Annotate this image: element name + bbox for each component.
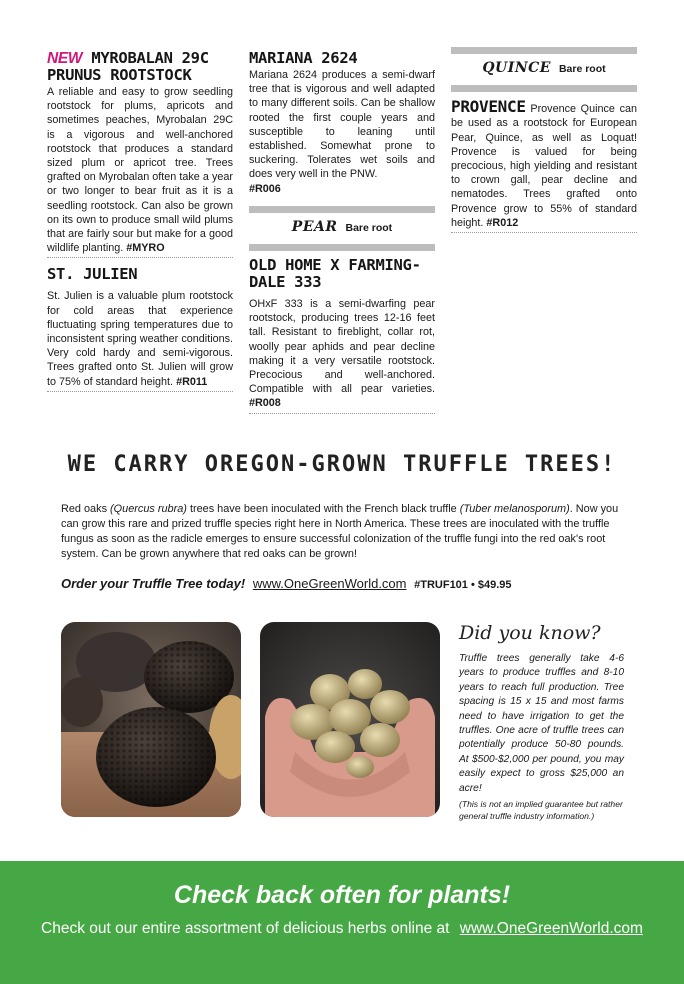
column-mariana-pear (249, 50, 435, 414)
footer-link[interactable]: www.OneGreenWorld.com (459, 920, 643, 937)
did-you-know-text: Truffle trees generally take 4-6 years to produce truffles and 8-10 years to reach full production. Tree spacing is 15 x 15 and most farms need to have irrigation to get the truffles. One acre of truffle trees can potentially produce 50-80 pounds. At $500-$2,000 per pound, you may easily expect to gross $25,000 an acre! (459, 653, 624, 794)
order-cta: Order your Truffle Tree today! (61, 576, 246, 591)
st-julien-title: ST. JULIEN (47, 265, 138, 284)
quince-category-header: QUINCE Bare root (482, 60, 606, 76)
truffle-description: Red oaks (Quercus rubra) trees have been inoculated with the French black truffle (Tuber melanosporum). Now you can grow this rare and prized truffle species right here in North America. These trees are inoculated with the truffle fungus as soon as the radicle emerges to ensure successful colonization of the truffle fungi into the red oak's root system. Can be grown anywhere that red oaks can be grown! (61, 503, 619, 560)
order-code-price: #TRUF101 • $49.95 (414, 579, 512, 591)
truffle-heading: WE CARRY OREGON-GROWN TRUFFLE TREES! (67, 452, 617, 477)
divider-bar (451, 47, 637, 54)
product-code: #R008 (249, 397, 281, 410)
hands-truffle-photo (260, 622, 440, 817)
did-you-know-title: Did you know? (459, 622, 601, 644)
provence-title: PROVENCE (451, 97, 526, 117)
myrobalan-description: A reliable and easy to grow seedling rootstock for plums, apricots and sometimes peaches, Myrobalan 29C is a vigorous and well-anchored rootstock that produces a standard sized plum or apricot tree. Trees grafted on Myrobalan often take a year or two longer to bear fruit as it is a seedling rootstock. Can also be grown on its own to produce small wild plums that are fairly sour but make for a good wildlife planting. #MYRO (47, 85, 233, 258)
mariana-title: MARIANA 2624 (249, 49, 358, 67)
product-code: #R011 (176, 375, 208, 388)
divider-bar (249, 206, 435, 213)
st-julien-description: St. Julien is a valuable plum rootstock for cold areas that experience fluctuating spring temperatures due to inconsistent spring weather conditions. Very cold hardy and semi-vigorous. Trees grafted onto St. Julien will grow to 75% of standard height. #R011 (47, 289, 233, 391)
divider-bar (451, 85, 637, 92)
ohxf-description: OHxF 333 is a semi-dwarfing pear rootstock, producing trees 12-16 feet tall. Resistant to fireblight, collar rot, woolly pear aphids and pear decline making it a very versatile rootstock. Precocious and well-anchored. Compatible with all pear varieties. #R008 (249, 297, 435, 414)
black-truffle-photo (61, 622, 241, 817)
hands-holding-truffles-illustration (260, 622, 440, 817)
column-quince (451, 47, 637, 233)
footer-line: Check out our entire assortment of delicious herbs online at www.OneGreenWorld.com (41, 920, 643, 937)
black-truffle-illustration (61, 622, 241, 817)
pear-category-header: PEAR Bare root (291, 218, 393, 235)
order-line (61, 576, 512, 591)
column-plum-rootstocks (47, 50, 233, 392)
product-code: #MYRO (126, 242, 165, 255)
footer-banner (0, 861, 684, 984)
order-link[interactable]: www.OneGreenWorld.com (252, 576, 407, 591)
myrobalan-title: NEW MYROBALAN 29C PRUNUS ROOTSTOCK (47, 49, 209, 84)
product-code: #R006 (249, 182, 281, 195)
provence-entry: PROVENCE Provence Quince can be used as a rootstock for European Pear, Quince, as well as Loquat! Provence is valued for being precocious, high yielding and resistant to crown gall, pear decline and nematodes. Trees grafted onto Provence grow to 55% of standard height. #R012 (451, 98, 637, 233)
did-you-know-box (459, 622, 624, 822)
new-label: NEW (47, 50, 83, 67)
mariana-description: Mariana 2624 produces a semi-dwarf tree that is vigorous and well adapted to many different soils. Can be shallow rooted the first couple years and susceptible to leaning until established. Somewhat prone to suckering. Tolerates wet soils and does very well in the PNW. #R006 (249, 69, 435, 195)
footer-title: Check back often for plants! (173, 881, 511, 909)
ohxf-title: OLD HOME X FARMING- DALE 333 (249, 256, 421, 292)
did-you-know-disclaimer: (This is not an implied guarantee but rather general truffle industry information.) (459, 799, 623, 822)
product-code: #R012 (486, 216, 519, 229)
divider-bar (249, 244, 435, 251)
